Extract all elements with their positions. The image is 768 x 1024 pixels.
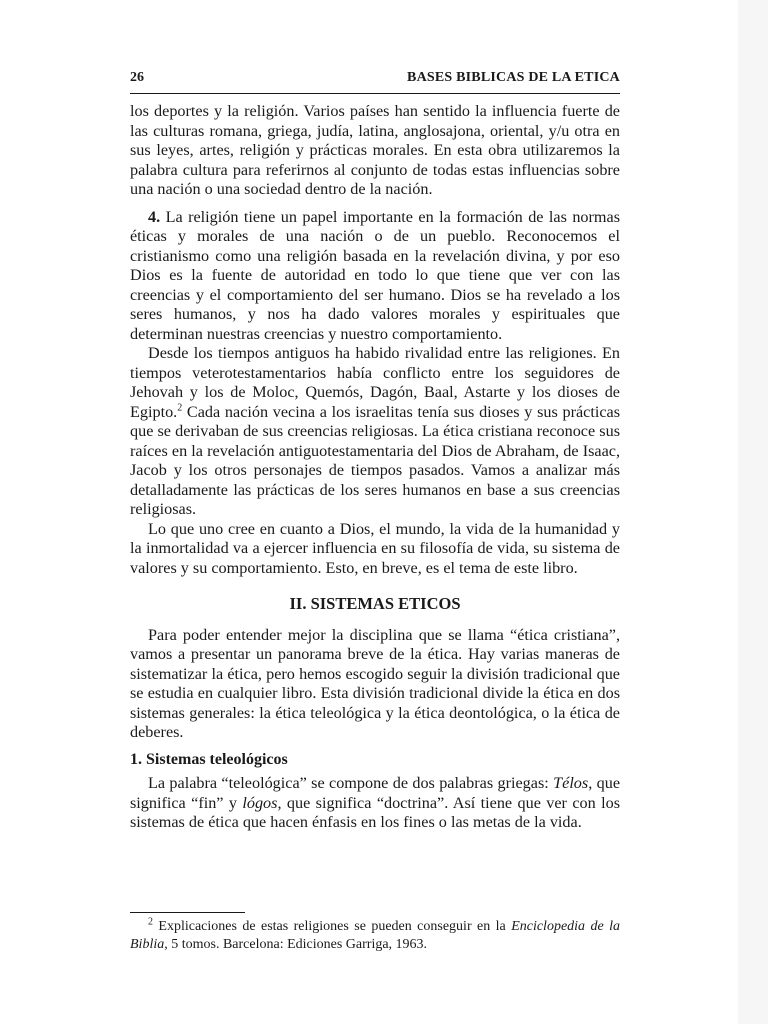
list-number: 4. <box>148 207 161 226</box>
page-header <box>130 70 620 90</box>
teleological-text-b: , que significa “fin” y <box>130 774 621 812</box>
teleological-text-c: , que significa “doctrina”. Así tiene que ver con los sistemas de ética que hacen énfasis en los fines o las metas de la vida. <box>130 793 620 831</box>
paragraph-belief: Lo que uno cree en cuanto a Dios, el mundo, la vida de la humanidad y la inmortalidad va a ejercer influencia en su filosofía de vida, su sistema de valores y su comportamiento. Esto, en breve, es el tema de este libro. <box>130 519 620 577</box>
paragraph-religion <box>130 208 620 345</box>
footnote-text-a: Explicaciones de estas religiones se pueden conseguir en la <box>153 919 512 934</box>
greek-term-logos: lógos <box>242 793 278 812</box>
running-head: BASES BIBLICAS DE LA ETICA <box>407 70 620 85</box>
paragraph-systems: Para poder entender mejor la disciplina que se llama “ética cristiana”, vamos a presentar un panorama breve de la ética. Hay varias maneras de sistematizar la ética, pero hemos escogido seguir la división tradicional que se estudia en cualquier libro. Esta división tradicional divide la ética en dos sistemas generales: la ética teleológica y la ética deontológica, o la ética de deberes. <box>130 625 620 741</box>
teleological-text-a: La palabra “teleológica” se compone de dos palabras griegas: <box>148 774 554 792</box>
header-rule <box>130 93 620 94</box>
greek-term-telos: Télos <box>553 774 589 792</box>
paragraph-teleological <box>130 774 620 833</box>
page-edge-shadow <box>738 0 768 1024</box>
footnote-ref: 2 <box>177 402 183 414</box>
page-number: 26 <box>130 70 144 85</box>
paragraph-rivalry-text-b: Cada nación vecina a los israelitas tenía sus dioses y sus prácticas que se derivaban de sus creencias religiosas. La ética cristiana reconoce sus raíces en la revelación antiguotestamentaria del Dios de Abraham, de Isaac, Jacob y los otros personajes de tiempos pasados. Vamos a analizar más detalladamente las prácticas de los seres humanos en base a sus creencias religiosas. <box>130 402 620 518</box>
footnote-rule <box>130 912 245 913</box>
paragraph-continued: los deportes y la religión. Varios países han sentido la influencia fuerte de las culturas romana, griega, judía, latina, anglosajona, oriental, y/u otra en sus leyes, artes, religión y prácticas morales. En esta obra utilizaremos la palabra cultura para referirnos al conjunto de todas estas influencias sobre una nación o una sociedad dentro de la nación. <box>130 102 620 198</box>
paragraph-religion-text: La religión tiene un papel importante en la formación de las normas éticas y morales de una nación o de un pueblo. Reconocemos el cristianismo como una religión basada en la revelación divina, y por eso Dios es la fuente de autoridad en todo lo que tiene que ver con las creencias y el comportamiento del ser humano. Dios se ha revelado a los seres humanos, y nos ha dado valores morales y espirituales que determinan nuestras creencias y nuestro comportamiento. <box>130 207 620 343</box>
paragraph-rivalry <box>130 344 620 520</box>
subsection-title: 1. Sistemas teleológicos <box>130 750 288 768</box>
footnote-marker: 2 <box>148 916 153 928</box>
page-body <box>130 102 620 833</box>
section-title: II. SISTEMAS ETICOS <box>289 594 461 613</box>
footnote <box>130 918 620 953</box>
paragraph-rivalry-text-a: Desde los tiempos antiguos ha habido rivalidad entre las religiones. En tiempos veterotestamentarios había conflicto entre los seguidores de Jehovah y los de Moloc, Quemós, Dagón, Baal, Astarte y los dioses de Egipto. <box>130 344 620 421</box>
footnote-text-b: , 5 tomos. Barcelona: Ediciones Garriga, 1963. <box>164 936 428 952</box>
footnote-book-title: Enciclopedia de la Biblia <box>130 919 620 952</box>
